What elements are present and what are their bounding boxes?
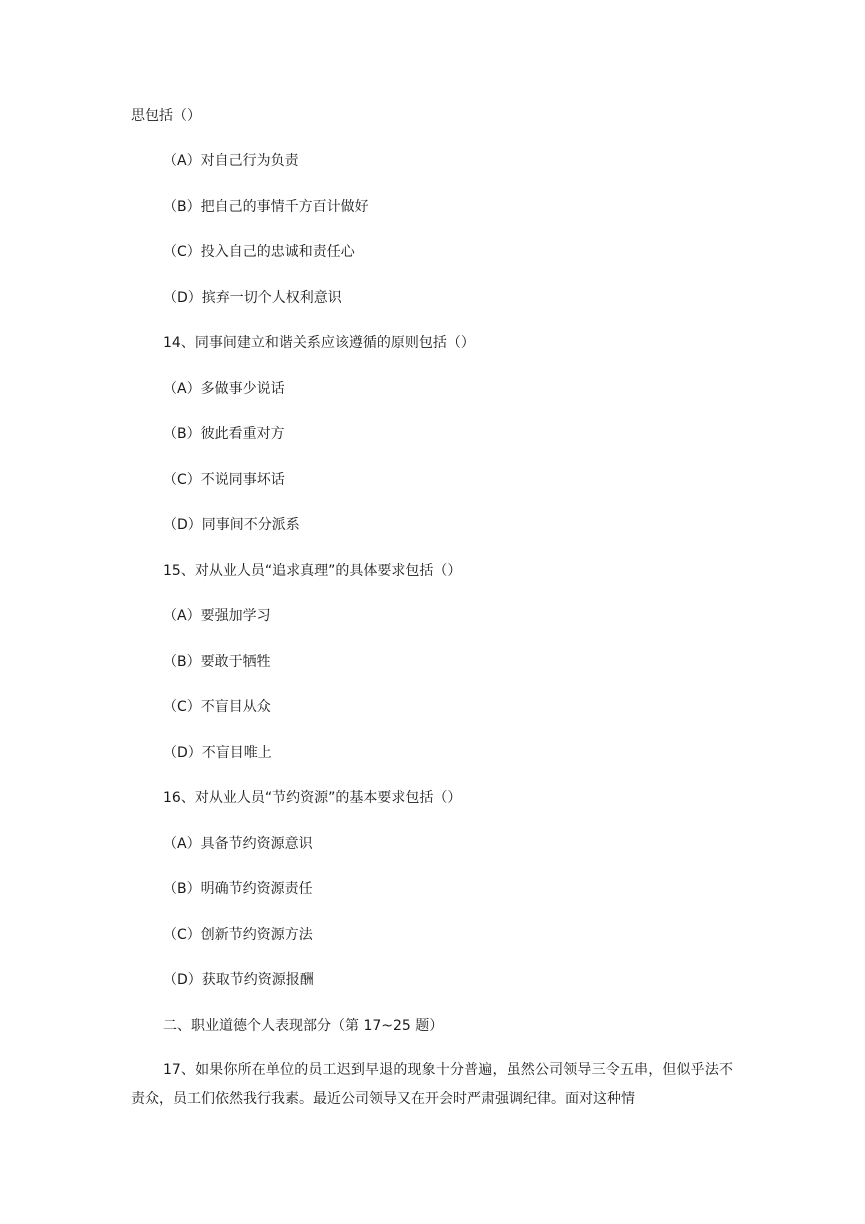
question-14: 14、同事间建立和谐关系应该遵循的原则包括（） <box>163 335 475 351</box>
question-17-paragraph: 17、如果你所在单位的员工迟到早退的现象十分普遍，虽然公司领导三令五串，但似乎法不责众，员工们依然我行我素。最近公司领导又在开会时严肃强调纪律。面对这种情 <box>131 1062 733 1107</box>
option-16-c: （C）创新节约资源方法 <box>163 927 313 943</box>
option-16-b: （B）明确节约资源责任 <box>163 881 313 897</box>
question-13-continuation: 思包括（） <box>131 108 201 124</box>
option-14-d: （D）同事间不分派系 <box>163 517 300 533</box>
option-16-d: （D）获取节约资源报酬 <box>163 972 314 988</box>
option-16-a: （A）具备节约资源意识 <box>163 836 313 852</box>
section-heading: 二、职业道德个人表现部分（第 17~25 题） <box>163 1018 444 1034</box>
option-13-d: （D）摈弃一切个人权利意识 <box>163 290 342 306</box>
option-13-b: （B）把自己的事情千方百计做好 <box>163 199 369 215</box>
option-15-b: （B）要敢于牺牲 <box>163 654 271 670</box>
question-16: 16、对从业人员“节约资源”的基本要求包括（） <box>163 790 462 806</box>
option-13-a: （A）对自己行为负责 <box>163 153 299 169</box>
option-15-c: （C）不盲目从众 <box>163 699 271 715</box>
option-15-a: （A）要强加学习 <box>163 608 271 624</box>
option-14-c: （C）不说同事坏话 <box>163 472 285 488</box>
option-14-a: （A）多做事少说话 <box>163 381 285 397</box>
question-15: 15、对从业人员“追求真理”的具体要求包括（） <box>163 563 462 579</box>
option-13-c: （C）投入自己的忠诚和责任心 <box>163 244 355 260</box>
option-15-d: （D）不盲目唯上 <box>163 745 272 761</box>
option-14-b: （B）彼此看重对方 <box>163 426 285 442</box>
